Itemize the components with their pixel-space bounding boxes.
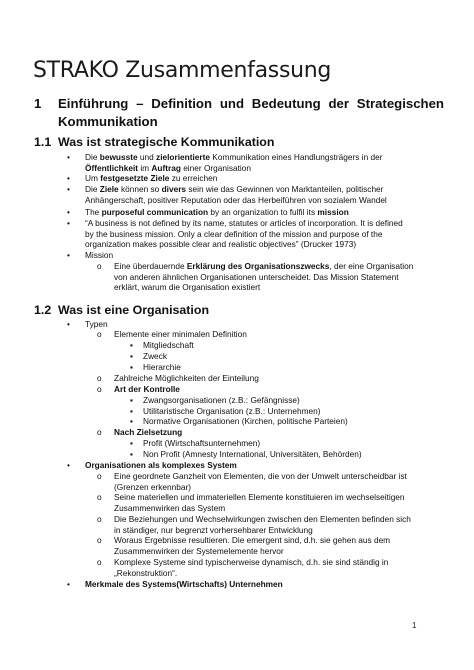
list-item-subsub	[130, 351, 167, 362]
list-item-subsub	[130, 438, 261, 449]
list-item-sub	[97, 535, 414, 556]
text: Normative Organisationen (Kirchen, politische Parteien)	[143, 416, 348, 426]
bullet-icon: •	[67, 152, 70, 162]
bullet-icon: •	[67, 184, 70, 194]
list-item-sub	[97, 427, 183, 438]
list-item	[67, 173, 407, 184]
text: Elemente einer minimalen Definition	[114, 329, 247, 339]
page-number: 1	[412, 621, 417, 630]
list-item	[67, 207, 407, 218]
text-bold: Erklärung des Organisationszwecks	[186, 261, 330, 271]
square-bullet-icon: ▪	[130, 438, 133, 448]
list-item	[67, 184, 407, 205]
text: Die	[85, 152, 100, 162]
circle-bullet-icon: o	[97, 373, 102, 383]
quote-text: “A business is not defined by its name, statutes or articles of incorporation. It is defined by the business mission. Only a clear definition of the mission and purpose of the organization makes possible clear and realistic objectives” (Drucker 1973)	[85, 218, 403, 250]
text-bold: Ziele	[99, 184, 119, 194]
circle-bullet-icon: o	[97, 471, 102, 481]
section-title: Was ist strategische Kommunikation	[58, 135, 275, 149]
list-item	[67, 152, 407, 173]
list-item-subsub	[130, 340, 194, 351]
text: Profit (Wirtschaftsunternehmen)	[143, 438, 261, 448]
bullet-icon: •	[67, 460, 70, 470]
text: The	[85, 207, 102, 217]
list-item-sub	[97, 471, 414, 492]
text: Kommunikation eines Handlungsträgers in der	[210, 152, 383, 162]
text: , der eine Organisation von anderen ähnlichen Organisationen unterscheidet. Das Mission Statement erklärt, warum die Organisation existiert	[114, 261, 414, 293]
section-heading-1-2	[34, 303, 209, 317]
text: Eine geordnete Ganzheit von Elementen, die von der Umwelt unterscheidbar ist (Grenzen erkennbar)	[114, 471, 407, 492]
list-item-sub	[97, 373, 259, 384]
section-number: 1.1	[34, 135, 52, 149]
text-bold: mission	[317, 207, 349, 217]
text: Zweck	[143, 351, 167, 361]
bullet-icon: •	[67, 207, 70, 217]
list-item-subsub	[130, 449, 362, 460]
text: Non Profit (Amnesty International, Universitäten, Behörden)	[143, 449, 362, 459]
section-title: Was ist eine Organisation	[58, 303, 210, 317]
square-bullet-icon: ▪	[130, 416, 133, 426]
bullet-icon: •	[67, 173, 70, 183]
circle-bullet-icon: o	[97, 427, 102, 437]
list-item	[67, 218, 407, 250]
list-item	[67, 319, 108, 330]
circle-bullet-icon: o	[97, 492, 102, 502]
square-bullet-icon: ▪	[130, 340, 133, 350]
text: Die Beziehungen und Wechselwirkungen zwischen den Elementen befinden sich in ständiger, nur begrenzt vorhersehbarer Entwicklung	[114, 514, 411, 535]
list-item-sub	[97, 384, 180, 395]
bullet-icon: •	[67, 218, 70, 228]
list-item-sub	[97, 329, 247, 340]
text: Eine überdauernde	[114, 261, 187, 271]
text: Die	[85, 184, 100, 194]
bullet-icon: •	[67, 250, 70, 260]
list-item-subsub	[130, 395, 300, 406]
list-item-sub	[97, 514, 414, 535]
text: im	[138, 162, 152, 173]
list-item-subsub	[130, 406, 321, 417]
list-item	[67, 579, 283, 590]
text: Seine materiellen und immateriellen Elemente konstituieren im wechselseitigen Zusammenwirken das System	[114, 492, 405, 513]
text: Utilitaristische Organisation (z.B.: Unternehmen)	[143, 406, 321, 416]
text: Zahlreiche Möglichkeiten der Einteilung	[114, 373, 259, 383]
square-bullet-icon: ▪	[130, 406, 133, 416]
text-bold: festgesetzte Ziele	[100, 173, 170, 183]
list-item-subsub	[130, 416, 348, 427]
text: Mission	[85, 250, 114, 260]
list-item-subsub	[130, 362, 181, 373]
chapter-number: 1	[34, 96, 42, 111]
circle-bullet-icon: o	[97, 384, 102, 394]
circle-bullet-icon: o	[97, 514, 102, 524]
text-bold: bewusste	[99, 152, 138, 162]
circle-bullet-icon: o	[97, 535, 102, 545]
list-item	[67, 460, 237, 471]
list-item-sub	[97, 492, 414, 513]
text-bold: Organisationen als komplexes System	[85, 460, 237, 470]
list-item	[67, 250, 407, 261]
text: zu erreichen	[169, 173, 218, 183]
text: by an organization to fulfil its	[208, 207, 318, 217]
text: Hierarchie	[143, 362, 181, 372]
document-title: STRAKO Zusammenfassung	[33, 58, 332, 83]
square-bullet-icon: ▪	[130, 449, 133, 459]
chapter-heading	[34, 95, 444, 130]
list-item-sub	[97, 261, 414, 293]
text: Typen	[85, 319, 108, 329]
circle-bullet-icon: o	[97, 329, 102, 339]
section-heading-1-1	[34, 135, 274, 149]
square-bullet-icon: ▪	[130, 395, 133, 405]
text: können so	[118, 184, 162, 194]
text-bold: purposeful communication	[101, 207, 209, 217]
text: Zwangsorganisationen (z.B.: Gefängnisse)	[143, 395, 300, 405]
text: Mitgliedschaft	[143, 340, 194, 350]
text: und	[137, 152, 157, 162]
text-bold: Nach Zielsetzung	[114, 427, 183, 437]
text: Komplexe Systeme sind typischerweise dynamisch, d.h. sie sind ständig in „Rekonstruktion“.	[114, 557, 389, 578]
text-bold: Öffentlichkeit	[85, 162, 139, 173]
square-bullet-icon: ▪	[130, 362, 133, 372]
section-number: 1.2	[34, 303, 52, 317]
chapter-title: Einführung – Definition und Bedeutung der Strategischen Kommunikation	[58, 96, 444, 129]
bullet-icon: •	[67, 579, 70, 589]
text: einer Organisation	[180, 162, 251, 173]
text-bold: Merkmale des Systems(Wirtschafts) Unternehmen	[85, 579, 283, 589]
text-bold: Art der Kontrolle	[114, 384, 180, 394]
text: sein wie das Gewinnen von Marktanteilen, politischer Anhängerschaft, positiver Reputation oder das Herbeiführen von sozialem Wandel	[85, 184, 387, 205]
square-bullet-icon: ▪	[130, 351, 133, 361]
circle-bullet-icon: o	[97, 557, 102, 567]
text-bold: zielorientierte	[156, 152, 210, 162]
text-bold: Auftrag	[151, 162, 181, 173]
bullet-icon: •	[67, 319, 70, 329]
circle-bullet-icon: o	[97, 261, 102, 271]
text: Um	[85, 173, 101, 183]
text-bold: divers	[161, 184, 187, 194]
text: Woraus Ergebnisse resultieren. Die emergent sind, d.h. sie gehen aus dem Zusammenwirken der Systemelemente hervor	[114, 535, 391, 556]
list-item-sub	[97, 557, 414, 578]
